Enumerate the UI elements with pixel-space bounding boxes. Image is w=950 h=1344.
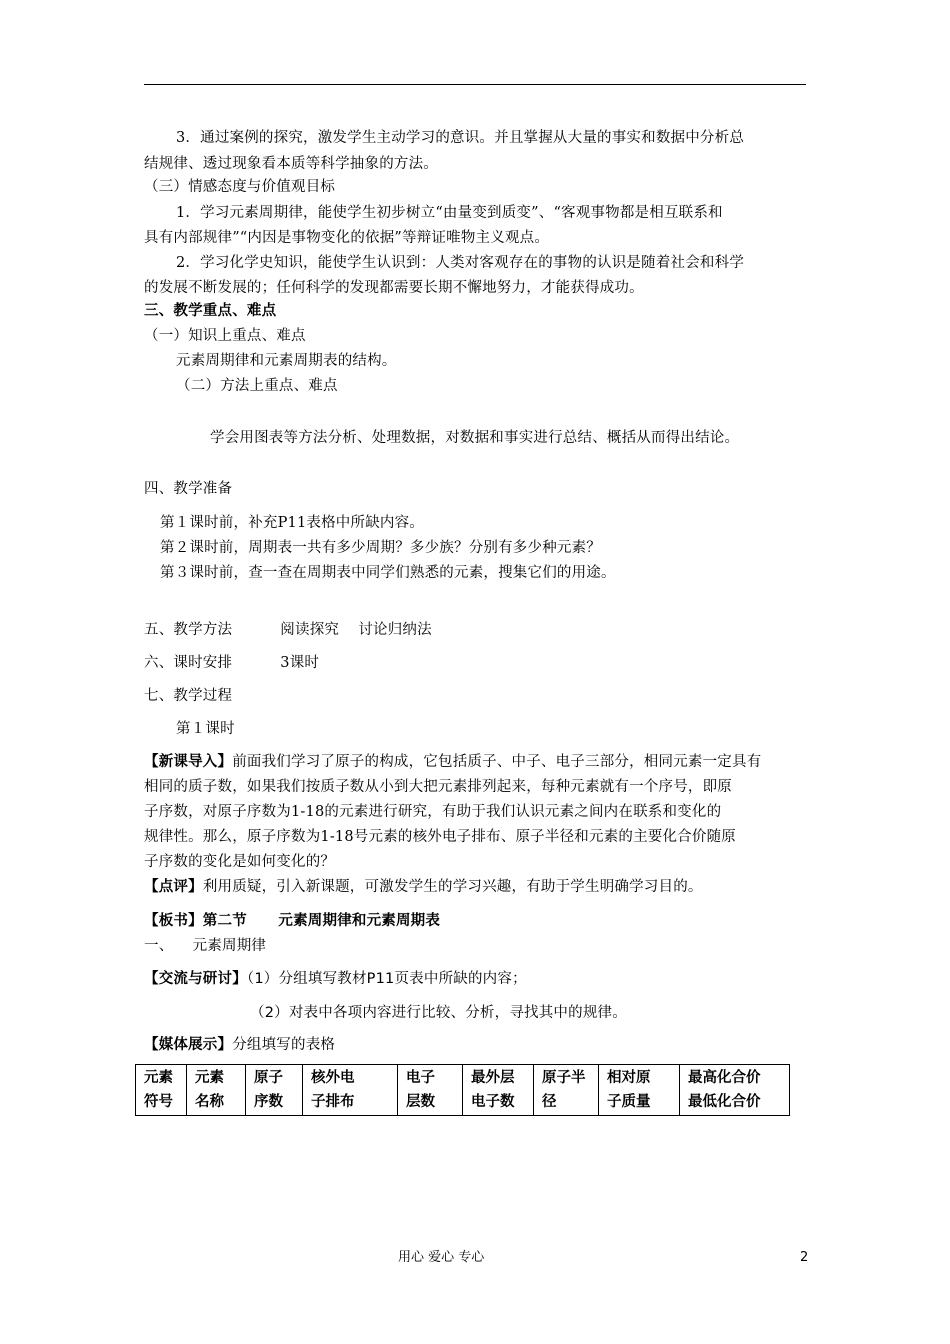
text-line: 相同的质子数，如果我们按质子数从小到大把元素排列起来，每种元素就有一个序号，即原 xyxy=(144,779,732,795)
section-heading: 七、教学过程 xyxy=(144,688,233,704)
element-table xyxy=(135,1064,790,1116)
text-line xyxy=(144,877,703,897)
text-line: 2．学习化学史知识，能使学生认识到：人类对客观存在的事物的认识是随着社会和科学 xyxy=(176,255,745,271)
subheading: （一）知识上重点、难点 xyxy=(144,328,306,344)
table-header-cell: 最高化合价 最低化合价 xyxy=(680,1065,790,1116)
text-span: （1）分组填写教材P11页表中所缺的内容； xyxy=(246,971,527,987)
text-span: 利用质疑，引入新课题，可激发学生的学习兴趣，有助于学生明确学习目的。 xyxy=(202,879,703,895)
board-heading: 【板书】第二节 元素周期律和元素周期表 xyxy=(144,912,441,929)
subheading: （二）方法上重点、难点 xyxy=(176,378,338,394)
text-line: 3．通过案例的探究，激发学生主动学习的意识。并且掌握从大量的事实和数据中分析总 xyxy=(176,130,745,146)
table-header-cell: 最外层 电子数 xyxy=(463,1065,534,1116)
subheading: 一、 元素周期律 xyxy=(144,938,267,954)
text-line: 规律性。那么，原子序数为1-18号元素的核外电子排布、原子半径和元素的主要化合价随原 xyxy=(144,829,736,845)
text-line: （2）对表中各项内容进行比较、分析，寻找其中的规律。 xyxy=(250,1005,627,1021)
text-line: 学会用图表等方法分析、处理数据，对数据和事实进行总结、概括从而得出结论。 xyxy=(210,430,740,446)
table-header-cell: 原子半 径 xyxy=(534,1065,599,1116)
tag-label: 【新课导入】 xyxy=(144,753,233,770)
table-header-cell: 核外电 子排布 xyxy=(303,1065,398,1116)
text-line: 具有内部规律”“内因是事物变化的依据”等辩证唯物主义观点。 xyxy=(144,230,550,246)
table-header-cell: 元素 符号 xyxy=(136,1065,187,1116)
tag-label: 【媒体展示】 xyxy=(144,1036,233,1053)
text-line: 第１课时前，补充P11表格中所缺内容。 xyxy=(160,515,425,531)
footer-motto: 用心 爱心 专心 xyxy=(398,1250,485,1265)
subheading: （三）情感态度与价值观目标 xyxy=(144,179,336,195)
table-header-row xyxy=(136,1065,790,1116)
text-span: 分组填写的表格 xyxy=(232,1037,336,1053)
section-heading: 六、课时安排 3课时 xyxy=(144,655,320,671)
text-line: 第２课时前，周期表一共有多少周期？多少族？分别有多少种元素？ xyxy=(160,540,601,556)
text-line: 子序数，对原子序数为1-18的元素进行研究，有助于我们认识元素之间内在联系和变化的 xyxy=(144,804,722,820)
header-rule xyxy=(144,84,806,85)
lesson-label: 第１课时 xyxy=(176,721,235,737)
text-line: 的发展不断发展的；任何科学的发现都需要长期不懈地努力，才能获得成功。 xyxy=(144,280,644,296)
table-header-cell: 相对原 子质量 xyxy=(599,1065,680,1116)
text-line: 子序数的变化是如何变化的？ xyxy=(144,854,336,870)
text-line xyxy=(144,752,761,772)
table-header-cell: 元素 名称 xyxy=(187,1065,246,1116)
table-header-cell: 原子 序数 xyxy=(246,1065,303,1116)
text-line: 元素周期律和元素周期表的结构。 xyxy=(176,353,397,369)
text-line xyxy=(144,969,527,989)
table-header-cell: 电子 层数 xyxy=(398,1065,463,1116)
text-line: 结规律、透过现象看本质等科学抽象的方法。 xyxy=(144,156,438,172)
tag-label: 【交流与研讨】 xyxy=(144,970,247,987)
text-line xyxy=(144,1035,335,1055)
tag-label: 【点评】 xyxy=(144,878,203,895)
section-heading: 五、教学方法 阅读探究 讨论归纳法 xyxy=(144,622,432,638)
section-heading: 四、教学准备 xyxy=(144,481,233,497)
text-line: 第３课时前，查一查在周期表中同学们熟悉的元素，搜集它们的用途。 xyxy=(160,565,616,581)
section-heading: 三、教学重点、难点 xyxy=(144,302,277,319)
text-span: 前面我们学习了原子的构成，它包括质子、中子、电子三部分，相同元素一定具有 xyxy=(232,754,762,770)
text-line: 1．学习元素周期律，能使学生初步树立“由量变到质变”、“客观事物都是相互联系和 xyxy=(176,205,723,221)
page-number: 2 xyxy=(800,1250,809,1265)
